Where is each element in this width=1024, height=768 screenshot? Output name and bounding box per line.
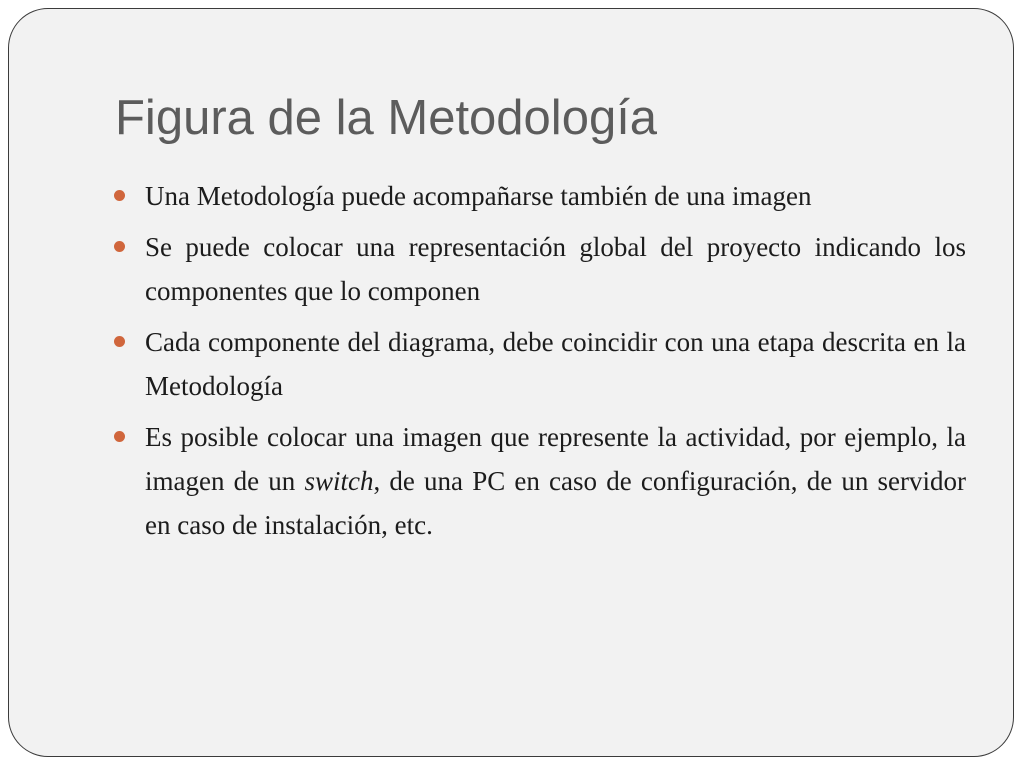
- bullet-text: Una Metodología puede acompañarse también de una imagen: [145, 181, 812, 211]
- bullet-dot-icon: [114, 190, 125, 201]
- bullet-item: [111, 174, 966, 218]
- bullet-dot-icon: [114, 241, 125, 252]
- bullet-list: [111, 174, 966, 554]
- bullet-text-italic: switch: [304, 466, 374, 496]
- bullet-text-part: , de una PC en caso de configuración, de un servidor en caso de instalación, etc.: [145, 466, 966, 540]
- bullet-item: [111, 225, 966, 313]
- bullet-dot-icon: [114, 431, 125, 442]
- slide: [8, 8, 1014, 757]
- bullet-item: [111, 415, 966, 547]
- slide-title: Figura de la Metodología: [115, 91, 658, 145]
- bullet-text: Se puede colocar una representación global del proyecto indicando los componentes que lo componen: [145, 232, 966, 306]
- bullet-item: [111, 320, 966, 408]
- bullet-text: [145, 415, 966, 547]
- bullet-dot-icon: [114, 336, 125, 347]
- bullet-text-part: Es posible colocar una imagen que represente la actividad, por ejemplo, la imagen de un: [145, 422, 966, 496]
- bullet-text: Cada componente del diagrama, debe coincidir con una etapa descrita en la Metodología: [145, 327, 966, 401]
